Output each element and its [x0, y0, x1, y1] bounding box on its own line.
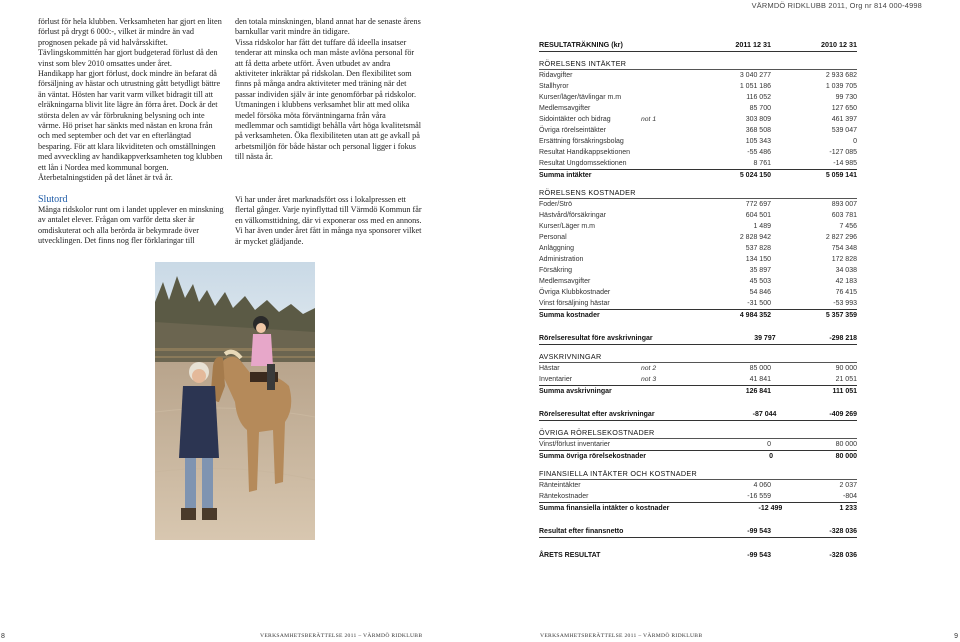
value-2011: 2 828 942	[739, 234, 771, 241]
value-2011: -87 044	[752, 411, 777, 418]
page-number-left: 8	[1, 633, 5, 640]
statement-row	[539, 221, 857, 232]
statement-row	[539, 136, 857, 147]
statement-row	[539, 158, 857, 169]
value-2011: 1 489	[753, 223, 771, 230]
page-number-right: 9	[954, 633, 958, 640]
value-2011: 134 150	[745, 256, 771, 263]
value-2011: -16 559	[747, 493, 771, 500]
row-label: Summa övriga rörelsekostnader	[539, 453, 646, 460]
value-2011: 41 841	[749, 376, 771, 383]
other-costs-section-total	[539, 450, 857, 462]
value-2010: 21 051	[835, 376, 857, 383]
value-2011: 54 846	[749, 289, 771, 296]
row-label: Hästvård/försäkringar	[539, 212, 606, 219]
result-before-depreciation	[539, 333, 857, 345]
revenue-section-heading	[539, 58, 857, 70]
value-2011: 1 051 186	[739, 83, 771, 90]
statement-title: RESULTATRÄKNING (kr)	[539, 40, 623, 49]
value-2010: 1 233	[839, 505, 857, 512]
value-2010: -328 036	[829, 552, 857, 559]
body-text-column-2-continued: Vi har under året marknadsfört oss i lokalpressen ett flertal gånger. Varje nyinflyttad till Värmdö Kommun får en välkomsttidning, där vi exponerar oss med en annons. Vi har även under året fått in många nya sponsorer vilket är mycket glädjande.	[235, 195, 422, 246]
statement-row	[539, 103, 857, 114]
result-after-financial-net	[539, 526, 857, 538]
statement-row	[539, 491, 857, 502]
statement-row	[539, 232, 857, 243]
footer-left: VERKSAMHETSBERÄTTELSE 2011 – VÄRMDÖ RIDKLUBB	[260, 633, 423, 639]
section-title: RÖRELSENS INTÄKTER	[539, 59, 627, 68]
riding-photo	[155, 262, 315, 540]
income-statement	[539, 38, 857, 561]
report-header: VÄRMDÖ RIDKLUBB 2011, Org nr 814 000-4998	[751, 1, 922, 10]
row-label: Övriga rörelseintäkter	[539, 127, 606, 134]
value-2010: 2 827 296	[825, 234, 857, 241]
year-2011-header: 2011 12 31	[735, 40, 771, 49]
body-text-column-2: den totala minskningen, bland annat har de senaste årens barnkullar varit mindre än tidigare. Vissa ridskolor har fått det tuffare då ideella insatser tenderar att minska och man måste avlöna personal för att få detta arbete utfört. Även utbudet av andra aktiviteter inkräktar på ridskolan. Den flexibilitet som finns på många andra aktiviteter med träning när det passar individen själv är inte genomförbar på ridskolor. Utmaningen i klubbens verksamhet blir att med olika medel försöka möta förväntningarna från våra medlemmar och samtidigt behålla vårt höga kvalitetsmål på verksamheten. Öka flexibiliteten utan att ge avkall på arbetsmiljön för både hästar och personal ligger i fokus till nästa år.	[235, 17, 421, 162]
value-2010: 172 828	[831, 256, 857, 263]
value-2011: 126 841	[745, 388, 771, 395]
statement-row	[539, 210, 857, 221]
costs-section-total	[539, 309, 857, 321]
value-2010: 90 000	[835, 365, 857, 372]
row-label: Övriga Klubbkostnader	[539, 289, 611, 296]
section-heading-slutord: Slutord	[38, 194, 68, 205]
revenue-section-total	[539, 169, 857, 181]
value-2011: 0	[767, 441, 771, 448]
row-label: Anläggning	[539, 245, 575, 252]
value-2011: -99 543	[747, 552, 771, 559]
year-result	[539, 550, 857, 561]
value-2011: 39 797	[754, 335, 776, 342]
row-label: Rörelseresultat före avskrivningar	[539, 335, 653, 342]
value-2011: 45 503	[749, 278, 771, 285]
value-2011: -99 543	[747, 528, 771, 535]
row-label: Foder/Strö	[539, 201, 573, 208]
statement-row	[539, 287, 857, 298]
value-2010: 539 047	[831, 127, 857, 134]
statement-header-row	[539, 38, 857, 52]
value-2010: -804	[842, 493, 857, 500]
statement-row	[539, 243, 857, 254]
value-2010: 5 357 359	[825, 312, 857, 319]
financial-items-section-total	[539, 502, 857, 514]
statement-row	[539, 92, 857, 103]
section-title: FINANSIELLA INTÄKTER OCH KOSTNADER	[539, 469, 697, 478]
value-2010: 42 183	[835, 278, 857, 285]
year-2010-header: 2010 12 31	[821, 40, 857, 49]
row-label: Resultat Ungdomssektionen	[539, 160, 627, 167]
value-2011: 4 060	[753, 482, 771, 489]
statement-row	[539, 374, 857, 385]
row-label: Inventarier	[539, 376, 573, 383]
value-2010: -127 085	[829, 149, 857, 156]
section-title: AVSKRIVNINGAR	[539, 352, 602, 361]
value-2010: 34 038	[835, 267, 857, 274]
row-label: Summa intäkter	[539, 172, 592, 179]
row-label: Summa kostnader	[539, 312, 600, 319]
row-label: Ridavgifter	[539, 72, 573, 79]
value-2011: 772 697	[745, 201, 771, 208]
value-2010: -409 269	[829, 411, 857, 418]
footer-right: VERKSAMHETSBERÄTTELSE 2011 – VÄRMDÖ RIDKLUBB	[540, 633, 703, 639]
value-2011: -31 500	[747, 300, 771, 307]
statement-row	[539, 254, 857, 265]
row-label: Resultat efter finansnetto	[539, 528, 624, 535]
statement-row	[539, 265, 857, 276]
statement-row	[539, 480, 857, 491]
value-2010: -298 218	[829, 335, 857, 342]
row-label: Medlemsavgifter	[539, 105, 591, 112]
row-label: Försäkring	[539, 267, 573, 274]
value-2011: 537 828	[745, 245, 771, 252]
statement-row	[539, 439, 857, 450]
row-label: Personal	[539, 234, 567, 241]
value-2010: 603 781	[831, 212, 857, 219]
value-2010: 7 456	[839, 223, 857, 230]
statement-row	[539, 125, 857, 136]
value-2011: 604 501	[745, 212, 771, 219]
value-2011: 0	[769, 453, 773, 460]
body-text-column-1-continued: Många ridskolor runt om i landet upplever en minskning av antalet elever. Frågan om varför detta sker är omdiskuterat och alla berörda är bekymrade över utvecklingen. Det finns nog fler förklaringar till	[38, 205, 224, 246]
value-2010: 127 650	[831, 105, 857, 112]
row-note: not 2	[641, 365, 657, 372]
depreciation-section-total	[539, 385, 857, 397]
value-2011: -12 499	[758, 505, 783, 512]
row-label: Kurser/läger/tävlingar m.m	[539, 94, 622, 101]
section-title: ÖVRIGA RÖRELSEKOSTNADER	[539, 428, 655, 437]
value-2010: 99 730	[835, 94, 857, 101]
value-2011: 85 000	[749, 365, 771, 372]
value-2010: 2 933 682	[825, 72, 857, 79]
row-label: Ränteintäkter	[539, 482, 581, 489]
row-label: Rörelseresultat efter avskrivningar	[539, 411, 655, 418]
value-2010: 5 059 141	[825, 172, 857, 179]
row-note: not 3	[641, 376, 657, 383]
value-2011: 5 024 150	[739, 172, 771, 179]
row-label: Stallhyror	[539, 83, 569, 90]
row-label: Ersättning försäkringsbolag	[539, 138, 624, 145]
row-note: not 1	[641, 116, 657, 123]
value-2011: 303 809	[745, 116, 771, 123]
row-label: Administration	[539, 256, 584, 263]
body-text-column-1: förlust för hela klubben. Verksamheten har gjort en liten förlust på drygt 6 000:-, vilket är mindre än vad prognosen pekade på vid halvårsskiftet. Tävlingskommittén har gjort budgeterad förlust då den vinst som blev 2010 omsattes under året. Handikapp har gjort förlust, dock mindre än befarat då försäljning av hästar och utrustning gått betydligt bättre än väntat. Hösten har varit varm vilket bidragit till att elräkningarna blivit lite lägre än förra året. Dock är det största delen av vår förbrukning belysning och inte värme. Hö priset har sänkts med nästan en krona från och med september och det var en efterlängtad besparing. För att klara likviditeten och omställningen med avveckling av handikappverksamheten tog klubben ett lån i Nordea med kommunal borgen. Återbetalningstiden på det lånet är två år.	[38, 17, 223, 183]
statement-row	[539, 70, 857, 81]
statement-row	[539, 276, 857, 287]
value-2010: 80 000	[835, 453, 857, 460]
row-label: Summa finansiella intäkter o kostnader	[539, 505, 670, 512]
value-2011: 368 508	[745, 127, 771, 134]
statement-row	[539, 199, 857, 210]
value-2010: 111 051	[832, 388, 857, 395]
row-label: Vinst försäljning hästar	[539, 300, 610, 307]
value-2010: 76 415	[835, 289, 857, 296]
costs-section-heading	[539, 187, 857, 199]
statement-row	[539, 81, 857, 92]
value-2011: 4 984 352	[739, 312, 771, 319]
value-2010: 80 000	[835, 441, 857, 448]
row-label: Medlemsavgifter	[539, 278, 591, 285]
statement-row	[539, 147, 857, 158]
value-2010: -53 993	[833, 300, 857, 307]
row-label: Sidointäkter och bidrag	[539, 116, 611, 123]
result-after-depreciation	[539, 409, 857, 421]
financial-items-section-heading	[539, 468, 857, 480]
value-2011: 3 040 277	[739, 72, 771, 79]
section-title: RÖRELSENS KOSTNADER	[539, 188, 636, 197]
value-2010: -14 985	[833, 160, 857, 167]
row-label: Kurser/Läger m.m	[539, 223, 596, 230]
other-costs-section-heading	[539, 427, 857, 439]
value-2010: 893 007	[831, 201, 857, 208]
value-2010: -328 036	[829, 528, 857, 535]
value-2011: 105 343	[745, 138, 771, 145]
row-label: ÅRETS RESULTAT	[539, 552, 601, 559]
value-2011: 8 761	[753, 160, 771, 167]
row-label: Summa avskrivningar	[539, 388, 612, 395]
statement-row	[539, 298, 857, 309]
value-2011: 35 897	[749, 267, 771, 274]
row-label: Vinst/förlust inventarier	[539, 441, 611, 448]
value-2010: 1 039 705	[825, 83, 857, 90]
value-2010: 754 348	[831, 245, 857, 252]
value-2011: 85 700	[749, 105, 771, 112]
statement-row	[539, 114, 857, 125]
depreciation-section-heading	[539, 351, 857, 363]
row-label: Räntekostnader	[539, 493, 589, 500]
row-label: Resultat Handikappsektionen	[539, 149, 631, 156]
value-2011: -55 486	[747, 149, 771, 156]
value-2010: 0	[853, 138, 857, 145]
value-2010: 461 397	[831, 116, 857, 123]
row-label: Hästar	[539, 365, 560, 372]
statement-row	[539, 363, 857, 374]
value-2010: 2 037	[839, 482, 857, 489]
value-2011: 116 052	[746, 94, 771, 101]
